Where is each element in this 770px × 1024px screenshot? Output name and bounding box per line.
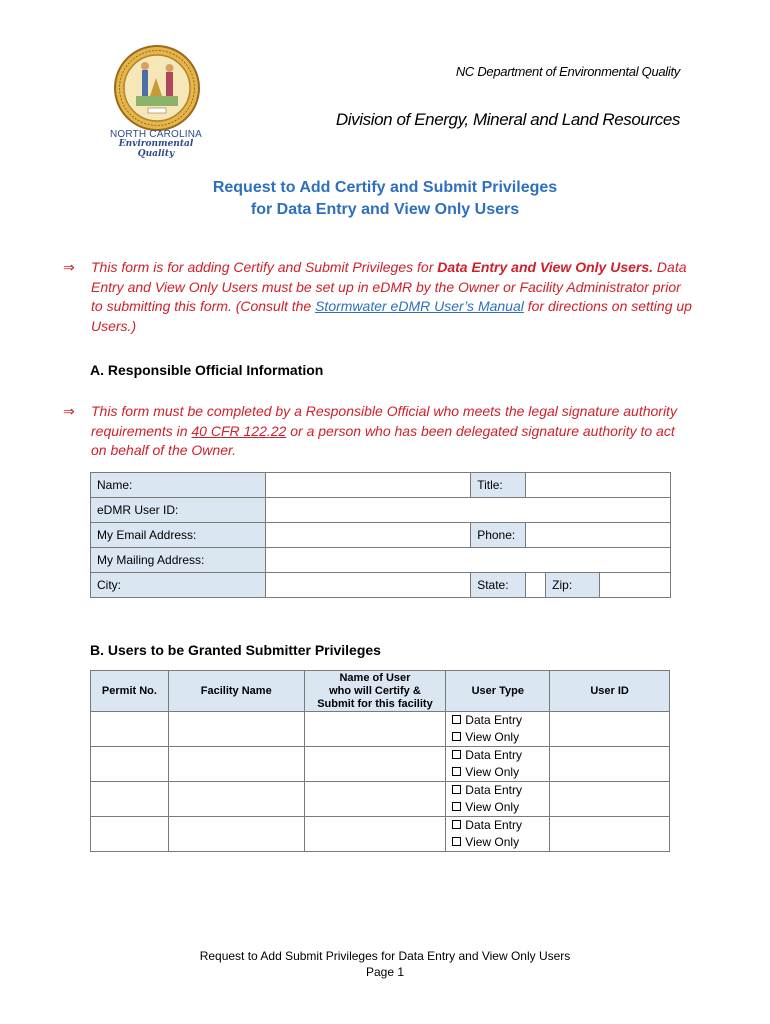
- user-type-cell: [446, 747, 550, 782]
- cfr-reference: 40 CFR 122.22: [191, 422, 287, 439]
- col-permit-no: Permit No.: [91, 671, 169, 712]
- permit-no-cell[interactable]: [91, 782, 169, 817]
- option-label: View Only: [465, 730, 520, 744]
- permit-no-cell[interactable]: [91, 817, 169, 852]
- user-type-cell: [446, 782, 550, 817]
- permit-no-cell[interactable]: [91, 747, 169, 782]
- view-only-option[interactable]: [452, 834, 543, 851]
- col-user-name-line: Name of User: [339, 671, 411, 684]
- checkbox-icon[interactable]: [452, 785, 461, 794]
- zip-field[interactable]: [600, 573, 671, 598]
- data-entry-option[interactable]: [452, 747, 543, 764]
- seal-caption-agency: Environmental Quality: [118, 139, 194, 159]
- checkbox-icon[interactable]: [452, 820, 461, 829]
- facility-name-cell[interactable]: [168, 747, 304, 782]
- data-entry-option[interactable]: [452, 712, 543, 729]
- responsible-official-table: [90, 472, 671, 598]
- user-name-cell[interactable]: [304, 817, 446, 852]
- col-facility-name: Facility Name: [168, 671, 304, 712]
- user-id-cell[interactable]: [550, 712, 670, 747]
- col-user-name-line: Submit for this facility: [317, 697, 433, 710]
- form-title-line1: Request to Add Certify and Submit Privileges: [212, 179, 558, 196]
- state-field[interactable]: [526, 573, 546, 598]
- department-name: NC Department of Environmental Quality: [455, 64, 680, 79]
- phone-label: Phone:: [471, 523, 526, 548]
- option-label: View Only: [465, 800, 520, 814]
- checkbox-icon[interactable]: [452, 750, 461, 759]
- checkbox-icon[interactable]: [452, 802, 461, 811]
- col-user-type: User Type: [446, 671, 550, 712]
- note2-text: This form must be completed by a Responsible Official who meets the legal signature authority requirements in: [91, 403, 677, 439]
- state-label: State:: [471, 573, 526, 598]
- option-label: Data Entry: [465, 818, 522, 832]
- submitter-users-table: [90, 670, 670, 852]
- data-entry-option[interactable]: [452, 817, 543, 834]
- note1-text: This form is for adding Certify and Submit Privileges for: [91, 259, 438, 275]
- user-type-cell: [446, 712, 550, 747]
- checkbox-icon[interactable]: [452, 715, 461, 724]
- form-title-line2: for Data Entry and View Only Users: [250, 201, 520, 218]
- user-name-cell[interactable]: [304, 712, 446, 747]
- city-field[interactable]: [265, 573, 471, 598]
- user-type-cell: [446, 817, 550, 852]
- division-name: Division of Energy, Mineral and Land Resources: [335, 110, 680, 129]
- view-only-option[interactable]: [452, 799, 543, 816]
- title-field[interactable]: [526, 473, 671, 498]
- option-label: View Only: [465, 835, 520, 849]
- table-row: [91, 747, 670, 782]
- user-id-cell[interactable]: [550, 747, 670, 782]
- email-field[interactable]: [265, 523, 471, 548]
- facility-name-cell[interactable]: [168, 782, 304, 817]
- user-name-cell[interactable]: [304, 782, 446, 817]
- note1-bold: Data Entry and View Only Users.: [437, 259, 654, 275]
- user-id-label: eDMR User ID:: [91, 498, 266, 523]
- user-name-cell[interactable]: [304, 747, 446, 782]
- seal-caption-state: NORTH CAROLINA: [109, 129, 203, 140]
- user-id-cell[interactable]: [550, 782, 670, 817]
- checkbox-icon[interactable]: [452, 732, 461, 741]
- option-label: Data Entry: [465, 783, 522, 797]
- mailing-address-field[interactable]: [265, 548, 670, 573]
- title-label: Title:: [471, 473, 526, 498]
- page-number: Page 1: [365, 965, 405, 979]
- name-label: Name:: [91, 473, 266, 498]
- checkbox-icon[interactable]: [452, 837, 461, 846]
- zip-label: Zip:: [546, 573, 600, 598]
- data-entry-option[interactable]: [452, 782, 543, 799]
- note2-text-b: or a person who has been delegated signature authority to act on behalf of the Owner.: [91, 422, 675, 458]
- note1-text-c: for directions on setting up Users.): [91, 298, 692, 334]
- instruction-note-1: [63, 258, 693, 336]
- email-label: My Email Address:: [91, 523, 266, 548]
- col-user-name-line: who will Certify &: [329, 684, 421, 697]
- user-id-cell[interactable]: [550, 817, 670, 852]
- col-user-name: [304, 671, 446, 712]
- city-label: City:: [91, 573, 266, 598]
- table-row: [91, 817, 670, 852]
- arrow-right-icon: ⇒: [63, 259, 75, 275]
- table-row: [91, 782, 670, 817]
- section-a-heading: A. Responsible Official Information: [90, 362, 324, 378]
- view-only-option[interactable]: [452, 729, 543, 746]
- col-user-id: User ID: [550, 671, 670, 712]
- phone-field[interactable]: [526, 523, 671, 548]
- table-row: [91, 712, 670, 747]
- view-only-option[interactable]: [452, 764, 543, 781]
- user-manual-link[interactable]: Stormwater eDMR User’s Manual: [315, 298, 524, 314]
- note1-text-b: Data Entry and View Only Users must be set up in eDMR by the Owner or Facility Administrator prior to submitting this form. (Consult the: [91, 259, 687, 314]
- user-id-field[interactable]: [265, 498, 670, 523]
- checkbox-icon[interactable]: [452, 767, 461, 776]
- name-field[interactable]: [265, 473, 471, 498]
- footer-title: Request to Add Submit Privileges for Data Entry and View Only Users: [199, 949, 571, 963]
- facility-name-cell[interactable]: [168, 817, 304, 852]
- option-label: View Only: [465, 765, 520, 779]
- option-label: Data Entry: [465, 748, 522, 762]
- section-b-heading: B. Users to be Granted Submitter Privileges: [90, 642, 381, 658]
- arrow-right-icon: ⇒: [63, 403, 75, 419]
- permit-no-cell[interactable]: [91, 712, 169, 747]
- mailing-address-label: My Mailing Address:: [91, 548, 266, 573]
- facility-name-cell[interactable]: [168, 712, 304, 747]
- instruction-note-2: [63, 402, 693, 461]
- option-label: Data Entry: [465, 713, 522, 727]
